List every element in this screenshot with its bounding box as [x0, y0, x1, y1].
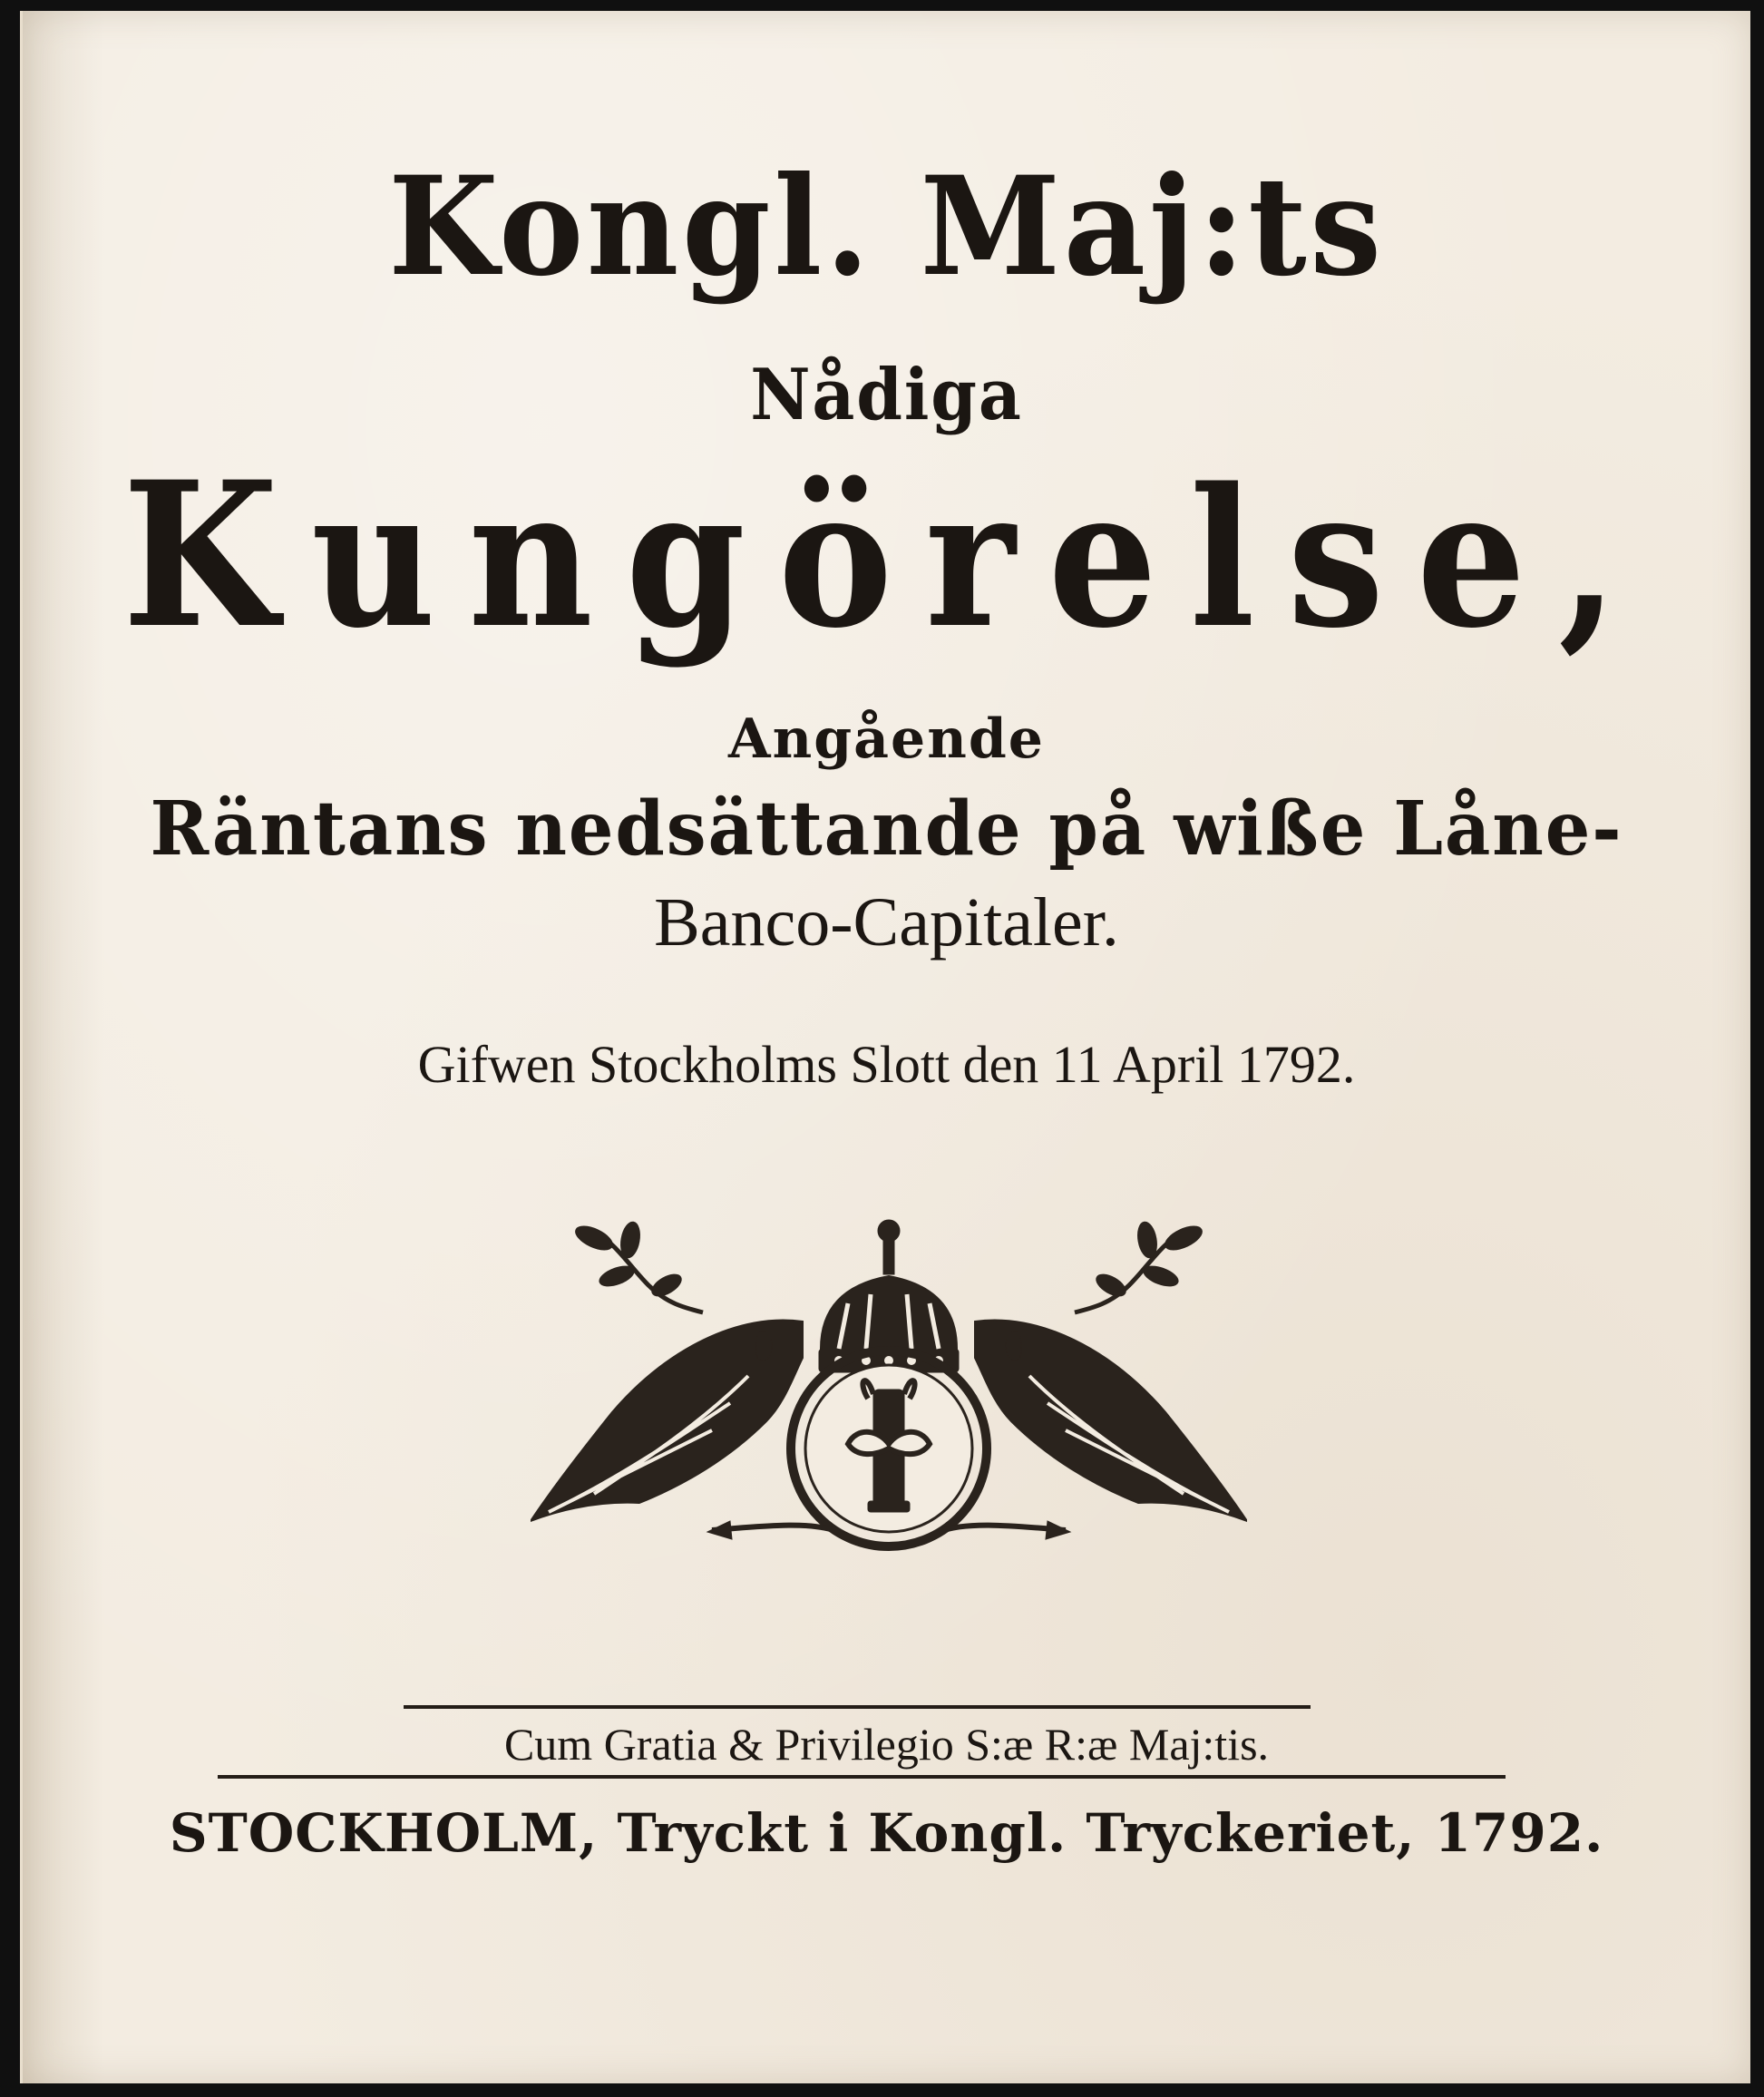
title-line-2: Nådiga — [750, 354, 1023, 436]
subtitle-line-3: Banco-Capitaler. — [654, 884, 1119, 961]
subtitle-line-1: Angående — [728, 707, 1045, 771]
imprint-line: STOCKHOLM, Tryckt i Kongl. Tryckeriet, 1792. — [169, 1802, 1604, 1864]
decorated-initial: K — [122, 437, 311, 672]
subtitle-line-2: Räntans nedsättande på wiße Låne- — [150, 785, 1623, 873]
privilege-line: Cum Gratia & Privilegio S:æ R:æ Maj:tis. — [503, 1719, 1270, 1770]
date-line: Gifwen Stockholms Slott den 11 April 1792. — [417, 1035, 1356, 1094]
bottom-rule — [218, 1775, 1506, 1779]
title-line-1: Kongl. Maj:ts — [388, 147, 1385, 307]
royal-emblem-icon — [531, 1213, 1247, 1566]
top-rule — [404, 1705, 1311, 1709]
title-line-3 — [109, 437, 1664, 672]
title-line-3-rest: ungörelse, — [310, 446, 1652, 670]
document-page — [20, 11, 1750, 2083]
